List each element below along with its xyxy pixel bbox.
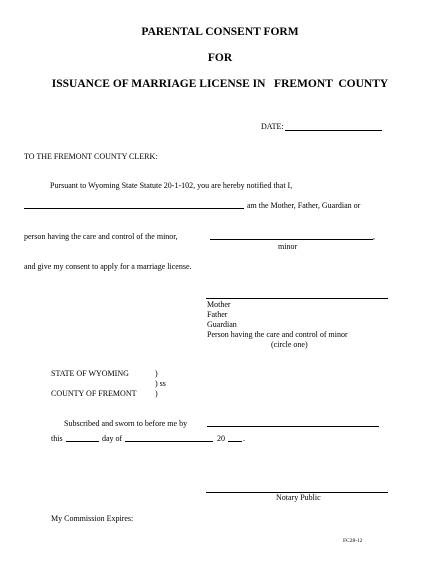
circle-one-note: (circle one) (271, 340, 308, 349)
relation-line: am the Mother, Father, Guardian or (247, 201, 361, 210)
jurat-day-of: day of (102, 434, 123, 443)
jurat-this: this (51, 434, 63, 443)
venue-county-paren: ) (155, 389, 158, 398)
consent-line: and give my consent to apply for a marriage license. (24, 262, 192, 271)
comma: , (373, 232, 375, 241)
option-custodian[interactable]: Person having the care and control of minor (207, 330, 348, 339)
affiant-name-line[interactable] (207, 426, 379, 427)
option-mother[interactable]: Mother (207, 300, 231, 309)
statute-line: Pursuant to Wyoming State Statute 20-1-102, you are hereby notified that I, (50, 181, 293, 190)
jurat-period: . (243, 434, 245, 443)
venue-county: COUNTY OF FREMONT (51, 389, 137, 398)
jurat-year-line[interactable] (228, 441, 242, 442)
venue-state: STATE OF WYOMING (51, 369, 129, 378)
form-for: FOR (207, 52, 233, 64)
form-subtitle: ISSUANCE OF MARRIAGE LICENSE IN FREMONT COUNTY (51, 78, 389, 90)
minor-label: minor (278, 242, 298, 251)
minor-name-line[interactable] (210, 239, 373, 240)
venue-state-paren: ) (155, 369, 158, 378)
notary-label: Notary Public (276, 493, 321, 502)
form-title: PARENTAL CONSENT FORM (141, 26, 299, 38)
date-label: DATE: (261, 122, 284, 131)
parent-name-line[interactable] (24, 208, 244, 209)
option-father[interactable]: Father (207, 310, 228, 319)
form-code: FC28-12 (343, 538, 363, 544)
option-guardian[interactable]: Guardian (207, 320, 237, 329)
parent-signature-line[interactable] (206, 298, 388, 299)
commission-label: My Commission Expires: (51, 514, 134, 523)
care-line: person having the care and control of the minor, (24, 232, 178, 241)
jurat-year-prefix: 20 (217, 434, 225, 443)
date-field-line[interactable] (285, 130, 382, 131)
jurat-month-line[interactable] (125, 441, 213, 442)
addressee: TO THE FREMONT COUNTY CLERK: (24, 152, 158, 161)
venue-ss: ) ss (155, 379, 166, 388)
subscribed-line: Subscribed and sworn to before me by (64, 419, 188, 428)
jurat-day-line[interactable] (66, 441, 99, 442)
